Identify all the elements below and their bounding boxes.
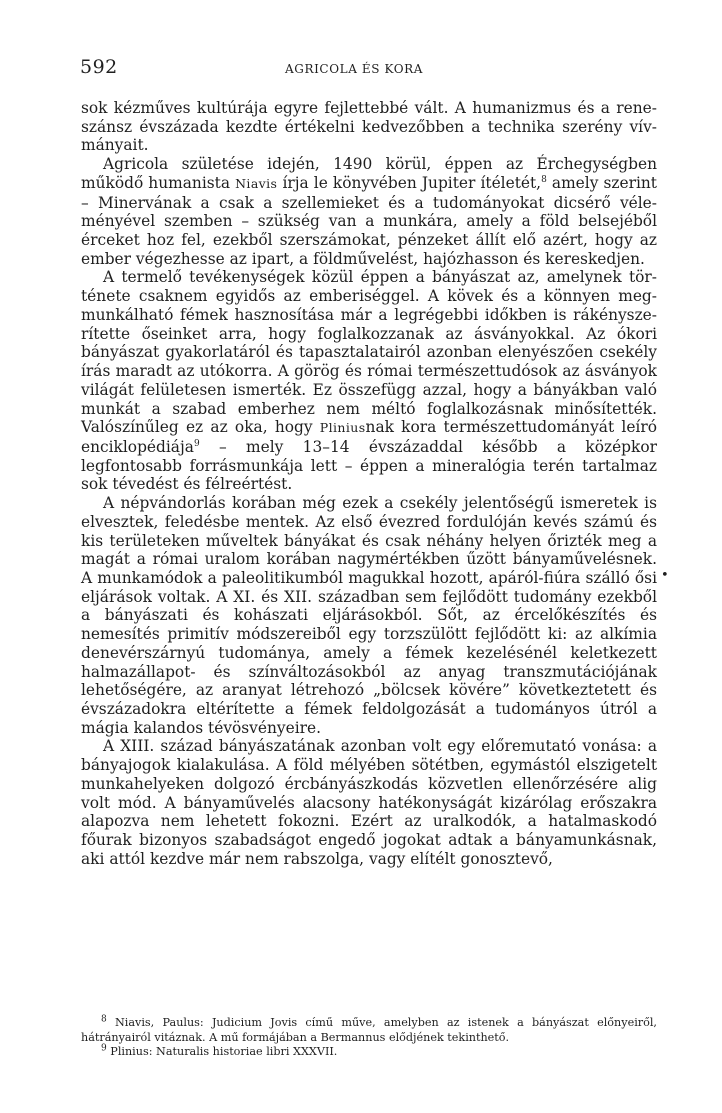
footnote-marker: 8: [101, 1014, 107, 1025]
footnote-reference: 9: [193, 438, 200, 449]
body-text: [81, 99, 657, 868]
paragraph: [81, 737, 657, 868]
small-caps-name: Niavis: [235, 175, 278, 191]
paragraph: [81, 268, 657, 494]
text-segment: Agricola születése idején, 1490 körül, éppen az Érchegységben működő humanista: [81, 155, 657, 192]
footnote-text: Plinius: Naturalis historiae libri XXXVII.: [110, 1045, 338, 1058]
footnotes: [81, 1016, 657, 1060]
text-segment: A termelő tevékenységek közül éppen a bányászat az, amelynek története csaknem egyidős az emberiséggel. A kövek és a könnyen megmunkálható fémek hasznosítása már a legrégebbi időkben is rákényszerítette őseinket arra, hogy foglalkozzanak az ásványokkal. Az ókori bányászat gyakorlatáról és tapasztalatairól azonban elenyészően csekély írás maradt az utókorra. A görög és római természettudósok az ásványok világát felületesen ismerték. Ez összefügg azzal, hogy a bányákban való munkát a szabad emberhez nem méltó foglalkozásnak minősítették. Valószínűleg ez az oka, hogy: [81, 268, 657, 437]
text-segment: nak kora természettudományát leíró enciklopédiája: [81, 418, 657, 456]
text-segment: – mely 13–14 évszázaddal később a középkor legfontosabb forrásmunkája lett – éppen a mineralógia terén tartalmaz sok tévedést és félreértést.: [81, 437, 657, 494]
page-number: 592: [80, 56, 118, 78]
paragraph: [81, 494, 657, 737]
running-head: AGRICOLA ÉS KORA: [285, 62, 424, 76]
footnote-reference: 8: [541, 174, 547, 185]
page-header: [80, 56, 657, 86]
footnote: [81, 1016, 657, 1045]
text-segment: A XIII. század bányászatának azonban volt egy előremutató vonása: a bányajogok kialakulása. A föld mélyében sötétben, egymástól elszigetelt munkahelyeken dolgozó ércbányászkodás közvetlen ellenőrzésére alig volt mód. A bányaművelés alacsony hatékonyságát kizárólag erőszakra alapozva nem lehetett fokozni. Ezért az uralkodók, a hatalmaskodó főurak bizonyos szabadságot engedő jogokat adtak a bányamunkásnak, aki attól kezdve már nem rabszolga, vagy elítélt gonosztevő,: [81, 737, 657, 868]
paragraph: [81, 155, 657, 268]
paragraph: [81, 99, 657, 155]
margin-mark: •: [661, 568, 669, 583]
footnote-marker: 9: [101, 1043, 107, 1054]
footnote: [81, 1045, 657, 1060]
footnote-text: Niavis, Paulus: Judicium Jovis című műve, amelyben az istenek a bányászat előnyeiről, hátrányairól vitáznak. A mű formájában a Bermannus elődjének tekinthető.: [81, 1016, 657, 1044]
text-segment: írja le könyvében Jupiter ítéletét,: [277, 173, 542, 192]
text-segment: sok kézműves kultúrája egyre fejlettebbé vált. A humanizmus és a reneszánsz évszázada kezdte értékelni kedvezőbben a technika szerény vívmányait.: [81, 99, 657, 155]
text-segment: A népvándorlás korában még ezek a csekély jelentőségű ismeretek is elvesztek, feledésbe mentek. Az első évezred fordulóján kevés számú és kis területeken műveltek bányákat és csak néhány helyen őrizték meg a magát a római uralom korában nagymértékben űzött bányaművelésnek. A munkamódok a paleolitikumból magukkal hozott, apáról-fiúra szálló ősi eljárások voltak. A XI. és XII. században sem fejlődött tudomány ezekből a bányászati és kohászati eljárásokból. Sőt, az ércelőkészítés és nemesítés primitív módszereiből egy torzszülött fejlődött ki: az alkímia denevérszárnyú tudománya, amely a fémek kezelésénél keletkezett halmazállapot- és színváltozásokból az anyag transzmutációjának lehetőségére, az aranyat létrehozó „bölcsek kövére” következtetett és évszázadokra eltérítette a fémek feldolgozását a tudományos útról a mágia kalandos tévösvényeire.: [81, 494, 657, 737]
small-caps-name: Plinius: [319, 420, 366, 436]
text-segment: amely szerint – Minervának a csak a szellemieket és a tudományokat dicsérő véleményével szemben – szükség van a munkára, amely a föld belsejéből érceket hoz fel, ezekből szerszámokat, pénzeket állít elő azért, hogy az ember végezhesse az ipart, a földművelést, hajózhasson és kereskedjen.: [81, 173, 657, 268]
